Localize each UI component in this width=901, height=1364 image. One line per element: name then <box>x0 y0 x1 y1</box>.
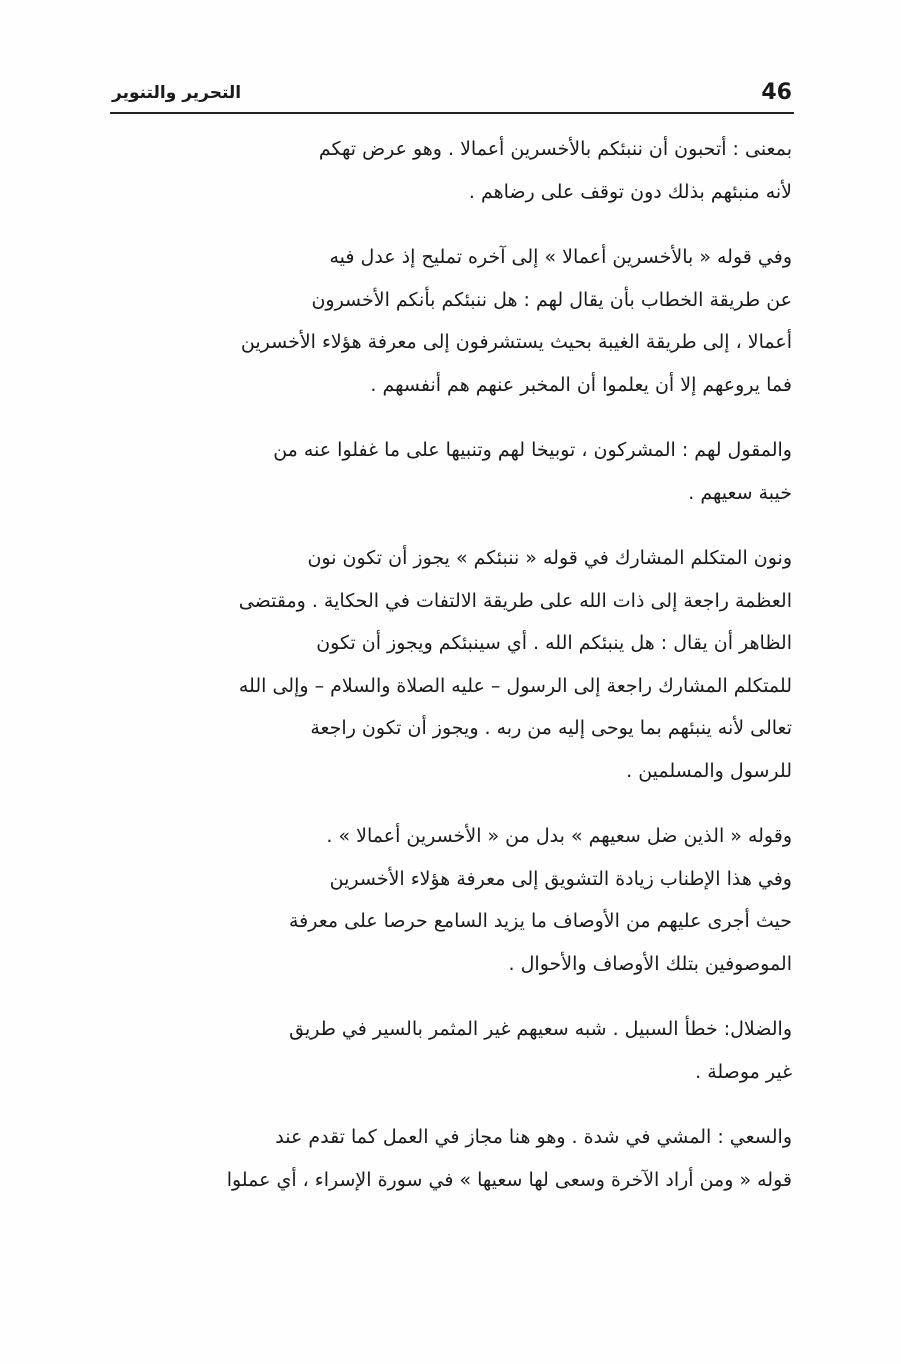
paragraph-gap <box>112 985 792 1008</box>
text-line: للرسول والمسلمين . <box>626 759 792 782</box>
page-number: 46 <box>761 80 792 105</box>
paragraph <box>112 1116 792 1201</box>
text-line: خيبة سعيهم . <box>688 481 792 504</box>
text-line: وقوله « الذين ضل سعيهم » بدل من « الأخسرين أعمالا » . <box>326 825 792 847</box>
text-line: وفي هذا الإطناب زيادة التشويق إلى معرفة هؤلاء الأخسرين <box>329 867 792 890</box>
text-line: والسعي : المشي في شدة . وهو هنا مجاز في العمل كما تقدم عند <box>275 1126 792 1148</box>
text-line: فما يروعهم إلا أن يعلموا أن المخبر عنهم هم أنفسهم . <box>370 373 792 396</box>
text-line: والمقول لهم : المشركون ، توبيخا لهم وتنبيها على ما غفلوا عنه من <box>273 439 792 461</box>
text-line: والضلال: خطأ السبيل . شبه سعيهم غير المثمر بالسير في طريق <box>289 1018 792 1040</box>
text-line: للمتكلم المشارك راجعة إلى الرسول – عليه الصلاة والسلام – وإلى الله <box>238 674 792 697</box>
paragraph-gap <box>112 1093 792 1116</box>
text-line: الظاهر أن يقال : هل ينبئكم الله . أي سينبئكم ويجوز أن تكون <box>316 632 792 654</box>
text-line: وفي قوله « بالأخسرين أعمالا » إلى آخره تمليح إذ عدل فيه <box>329 246 792 268</box>
text-line: الموصوفين بتلك الأوصاف والأحوال . <box>508 952 792 975</box>
text-line: حيث أجرى عليهم من الأوصاف ما يزيد السامع حرصا على معرفة <box>288 910 792 932</box>
paragraph <box>112 429 792 514</box>
text-line: العظمة راجعة إلى ذات الله على طريقة الالتفات في الحكاية . ومقتضى <box>238 589 792 612</box>
running-title: التحرير والتنوير <box>112 83 242 103</box>
header-rule <box>110 112 794 114</box>
paragraph <box>112 128 792 213</box>
text-line: بمعنى : أتحبون أن ننبئكم بالأخسرين أعمالا . وهو عرض تهكم <box>318 138 792 160</box>
paragraph-gap <box>112 213 792 236</box>
text-line: أعمالا ، إلى طريقة الغيبة بحيث يستشرفون إلى معرفة هؤلاء الأخسرين <box>240 331 792 353</box>
text-line: لأنه منبئهم بذلك دون توقف على رضاهم . <box>468 180 792 203</box>
text-line: قوله « ومن أراد الآخرة وسعى لها سعيها » في سورة الإسراء ، أي عملوا <box>226 1168 792 1191</box>
paragraph <box>112 236 792 406</box>
paragraph <box>112 1008 792 1093</box>
text-line: غير موصلة . <box>695 1060 792 1083</box>
paragraph <box>112 815 792 985</box>
paragraph-gap <box>112 514 792 537</box>
text-line: عن طريقة الخطاب بأن يقال لهم : هل ننبئكم بأنكم الأخسرون <box>311 288 792 311</box>
page-header <box>112 78 792 108</box>
paragraph <box>112 537 792 792</box>
paragraph-gap <box>112 792 792 815</box>
text-line: ونون المتكلم المشارك في قوله « ننبئكم » يجوز أن تكون نون <box>307 547 792 569</box>
body-text <box>112 128 792 1201</box>
text-line: تعالى لأنه ينبئهم بما يوحى إليه من ربه . ويجوز أن تكون راجعة <box>310 717 792 739</box>
paragraph-gap <box>112 406 792 429</box>
